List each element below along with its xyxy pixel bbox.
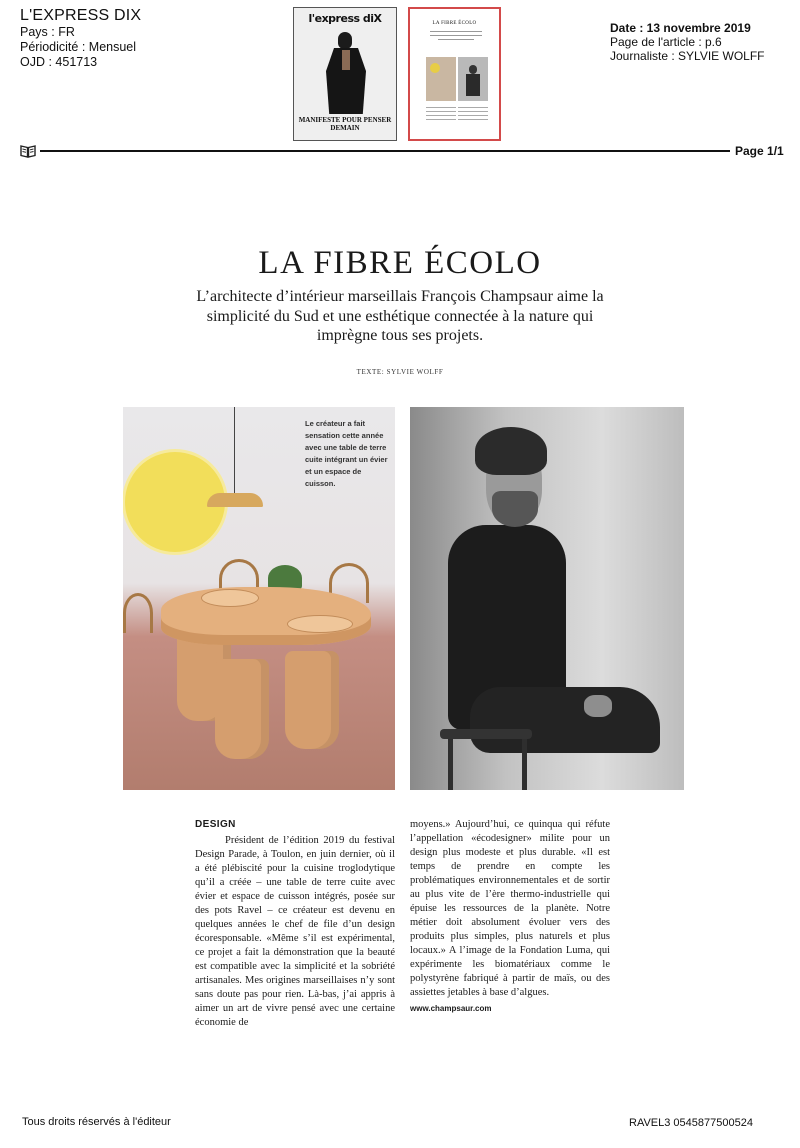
lamp-cord (234, 407, 235, 495)
journalist-line: Journaliste : SYLVIE WOLFF (610, 49, 765, 63)
article-text-col1: Président de l’édition 2019 du festival Design Parade, à Toulon, en juin dernier, où il a été plébiscité pour la cuisine troglodytique qu’il a créée – une table de terre cuite avec évier et espace de cuisson intégrés, posée sur des pots Ravel – ce créateur est devenu en quelques années le chef de file d’un design écoresponsable. «Même s’il est expérimental, ce projet a fait la démonstration que la beauté est compatible avec la simplicité et la sobriété artisanales. Mes origines marseillaises n’y sont sans doute pas pour rien. Là-bas, j’ai appris à aimer un art de vivre pensé avec une certaine économie de (195, 835, 395, 1028)
cover-tagline: MANIFESTE POUR PENSER DEMAIN (298, 116, 392, 132)
thumbnail-text-line (430, 35, 482, 36)
stool-leg (448, 739, 453, 790)
photo-terracotta-table (123, 407, 395, 790)
section-label: DESIGN (195, 819, 236, 830)
article-title: LA FIBRE ÉCOLO (258, 245, 542, 281)
periodicity-line: Périodicité : Mensuel (20, 40, 137, 54)
portrait-beard (492, 491, 538, 527)
thumbnail-text-line (426, 111, 456, 112)
ojd-line: OJD : 451713 (20, 55, 98, 69)
header-divider (40, 150, 730, 152)
portrait-hand (584, 695, 612, 717)
country-line: Pays : FR (20, 25, 75, 39)
cover-thumbnail[interactable] (293, 7, 397, 141)
page-indicator: Page 1/1 (735, 144, 784, 158)
book-icon (20, 144, 36, 158)
thumbnail-text-line (458, 115, 488, 116)
thumbnail-page-title: LA FIBRE ÉCOLO (432, 21, 477, 26)
press-metadata-right (610, 21, 795, 63)
thumbnail-text-line (426, 115, 456, 116)
article-column-1 (195, 818, 395, 1030)
table-pot-leg (215, 659, 269, 759)
cover-figure-shirt (342, 50, 350, 70)
website-link[interactable]: www.champsaur.com (410, 1004, 492, 1013)
portrait-legs (470, 687, 660, 753)
integrated-bowl (201, 589, 259, 607)
article-text-col2: moyens.» Aujourd’hui, ce quinqua qui réfute l’appellation «écodesigner» milite pour un design plus modeste et plus durable. «Il est temps de prendre en compte les problématiques environnementales et de sortir au plus vite de l’ère thermo-industrielle qui épuise les ressources de la planète. Notre métier doit absolument évoluer vers des produits plus simples, plus naturels et plus locaux.» A l’image de la Fondation Luma, qui expérimente les biomatériaux comme le polystyrène fabriqué à partir de maïs, ou des assiettes jetables à base d’algues. (410, 819, 610, 998)
article-column-2 (410, 818, 610, 1016)
cover-figure-head (338, 32, 352, 49)
document-reference: RAVEL3 0545877500524 (629, 1117, 753, 1129)
thumbnail-text-line (458, 119, 488, 120)
integrated-sink (287, 615, 353, 633)
photo-portrait-francois-champsaur (410, 407, 684, 790)
photo-caption: Le créateur a fait sensation cette année avec une table de terre cuite intégrant un évier et un espace de cuisson. (305, 419, 388, 488)
thumbnail-text-line (438, 39, 474, 40)
pendant-lamp (207, 493, 263, 507)
publication-name: L'EXPRESS DIX (20, 7, 142, 24)
thumbnail-photo-table (426, 57, 456, 101)
thumbnail-text-line (426, 107, 456, 108)
portrait-hair (475, 427, 547, 475)
article-subtitle: L’architecte d’intérieur marseillais François Champsaur aime la simplicité du Sud et une esthétique connectée à la nature qui imprègne tous ses projets. (196, 288, 604, 344)
date-line: Date : 13 novembre 2019 (610, 21, 751, 35)
copyright-notice: Tous droits réservés à l'éditeur (22, 1116, 171, 1128)
thumbnail-text-line (458, 111, 488, 112)
thumbnail-text-line (458, 107, 488, 108)
rattan-chair (123, 593, 153, 633)
stool-leg (522, 739, 527, 790)
thumbnail-text-line (426, 119, 456, 120)
article-page-thumbnail[interactable] (408, 7, 501, 141)
table-pot-leg (285, 651, 339, 749)
thumbnail-text-line (430, 31, 482, 32)
article-page-line: Page de l'article : p.6 (610, 35, 722, 49)
thumbnail-photo-portrait (458, 57, 488, 101)
cover-masthead: l'express diX (308, 12, 382, 25)
stool-seat (440, 729, 532, 739)
press-metadata-left (20, 6, 141, 70)
article-byline: TEXTE: SYLVIE WOLFF (356, 368, 444, 376)
